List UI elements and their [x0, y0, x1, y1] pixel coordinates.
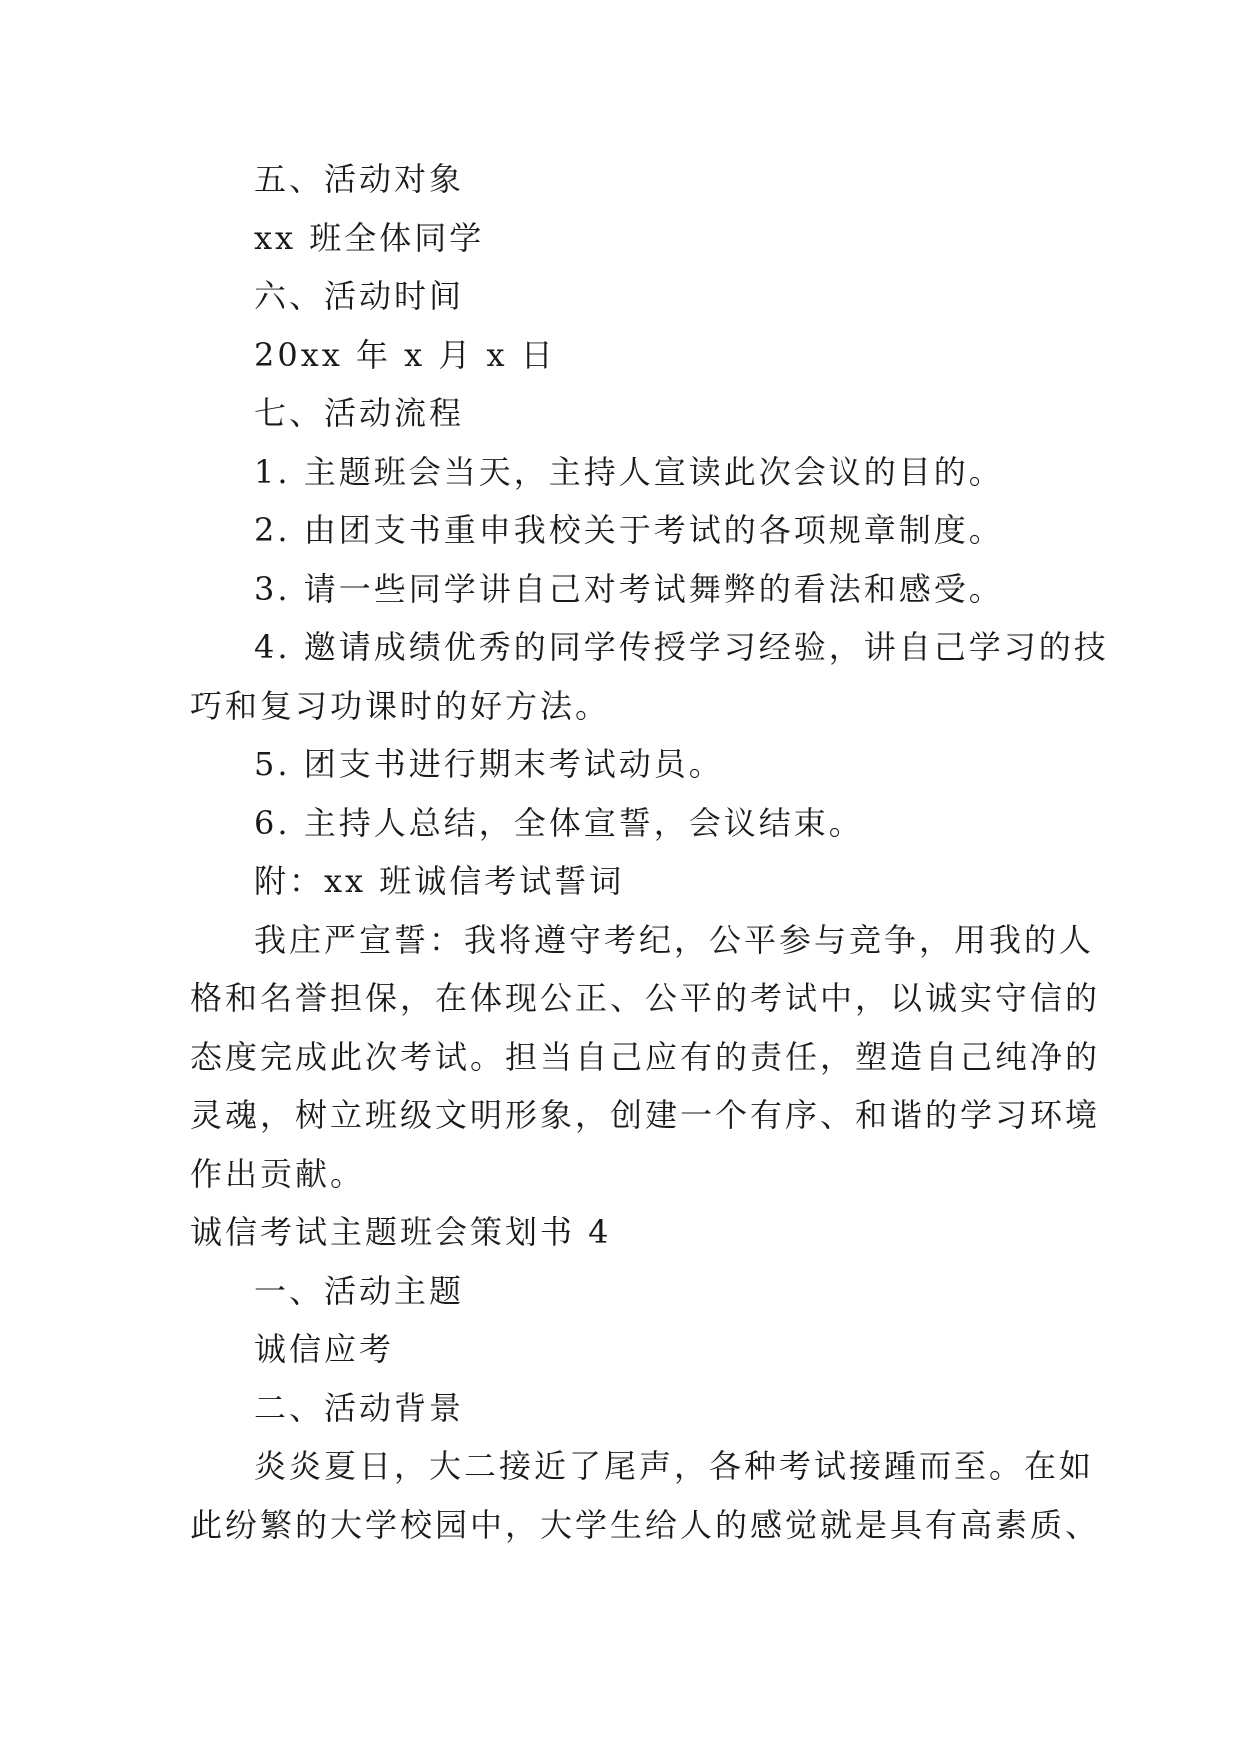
list-item: 2. 由团支书重申我校关于考试的各项规章制度。	[254, 511, 1004, 549]
paragraph-line: 20xx 年 x 月 x 日	[254, 335, 556, 374]
oath-paragraph-line: 格和名誉担保，在体现公正、公平的考试中，以诚实守信的	[190, 979, 1101, 1017]
oath-paragraph-line: 灵魂，树立班级文明形象，创建一个有序、和谐的学习环境	[190, 1096, 1101, 1134]
paragraph-line: 诚信应考	[254, 1330, 395, 1368]
list-item: 6. 主持人总结，全体宣誓，会议结束。	[254, 803, 864, 842]
background-paragraph-line: 此纷繁的大学校园中，大学生给人的感觉就是具有高素质、	[190, 1505, 1101, 1544]
list-item: 3. 请一些同学讲自己对考试舞弊的看法和感受。	[254, 569, 1004, 608]
section-heading-time: 六、活动时间	[254, 277, 465, 315]
oath-paragraph-line: 作出贡献。	[190, 1154, 366, 1193]
section-heading-audience: 五、活动对象	[254, 160, 465, 198]
appendix-heading: 附：xx 班诚信考试誓词	[254, 862, 625, 900]
list-item: 4. 邀请成绩优秀的同学传授学习经验，讲自己学习的技	[254, 628, 1109, 666]
oath-paragraph-line: 态度完成此次考试。担当自己应有的责任，塑造自己纯净的	[190, 1037, 1101, 1076]
paragraph-line: xx 班全体同学	[254, 218, 485, 257]
list-item: 1. 主题班会当天，主持人宣读此次会议的目的。	[254, 452, 1004, 491]
oath-paragraph-line: 我庄严宣誓：我将遵守考纪，公平参与竞争，用我的人	[254, 920, 1095, 959]
list-item-continuation: 巧和复习功课时的好方法。	[190, 686, 611, 725]
section-heading-background: 二、活动背景	[254, 1388, 465, 1427]
section-heading-theme: 一、活动主题	[254, 1271, 465, 1310]
list-item: 5. 团支书进行期末考试动员。	[254, 745, 724, 783]
document-section-title: 诚信考试主题班会策划书 4	[190, 1213, 612, 1251]
background-paragraph-line: 炎炎夏日，大二接近了尾声，各种考试接踵而至。在如	[254, 1447, 1095, 1485]
section-heading-process: 七、活动流程	[254, 394, 465, 432]
